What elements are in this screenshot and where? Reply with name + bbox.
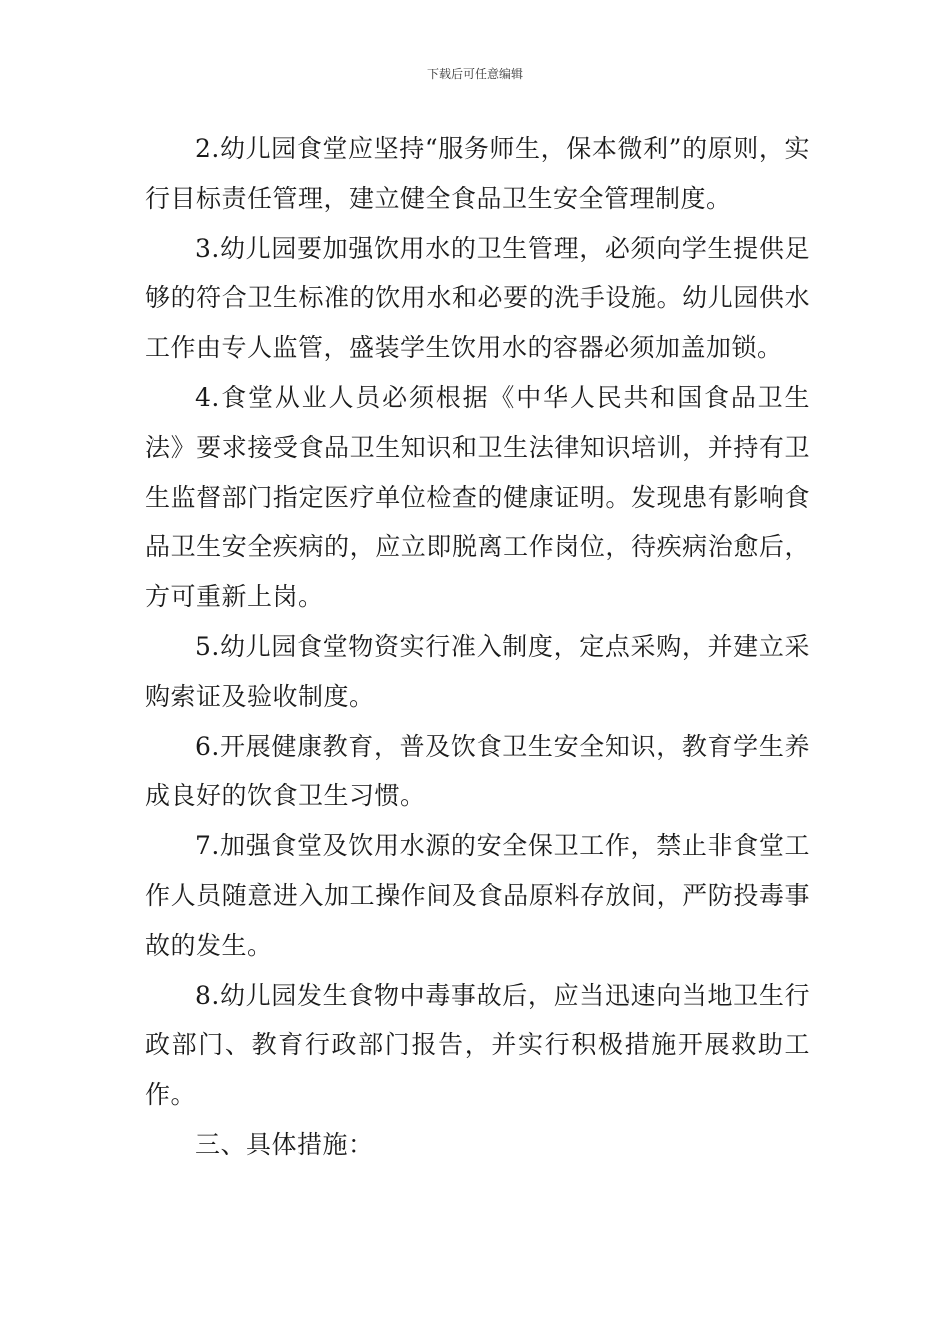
- page-header-note: 下载后可任意编辑: [426, 67, 523, 81]
- document-body: [145, 124, 810, 1170]
- section-heading-measures: 三、具体措施：: [195, 1129, 374, 1159]
- paragraph-item-4: 4.食堂从业人员必须根据《中华人民共和国食品卫生法》要求接受食品卫生知识和卫生法律知识培训，并持有卫生监督部门指定医疗单位检查的健康证明。发现患有影响食品卫生安全疾病的，应立即脱离工作岗位，待疾病治愈后，方可重新上岗。: [145, 382, 810, 612]
- paragraph-item-6: 6.开展健康教育，普及饮食卫生安全知识，教育学生养成良好的饮食卫生习惯。: [145, 731, 810, 811]
- paragraph-item-8: 8.幼儿园发生食物中毒事故后，应当迅速向当地卫生行政部门、教育行政部门报告，并实行积极措施开展救助工作。: [145, 980, 810, 1110]
- paragraph-item-3: 3.幼儿园要加强饮用水的卫生管理，必须向学生提供足够的符合卫生标准的饮用水和必要的洗手设施。幼儿园供水工作由专人监管，盛装学生饮用水的容器必须加盖加锁。: [145, 233, 810, 363]
- paragraph-item-5: 5.幼儿园食堂物资实行准入制度，定点采购，并建立采购索证及验收制度。: [145, 631, 810, 711]
- paragraph-item-7: 7.加强食堂及饮用水源的安全保卫工作，禁止非食堂工作人员随意进入加工操作间及食品原料存放间，严防投毒事故的发生。: [145, 831, 810, 960]
- paragraph-item-2: 2.幼儿园食堂应坚持“服务师生，保本微利”的原则，实行目标责任管理，建立健全食品卫生安全管理制度。: [145, 134, 810, 213]
